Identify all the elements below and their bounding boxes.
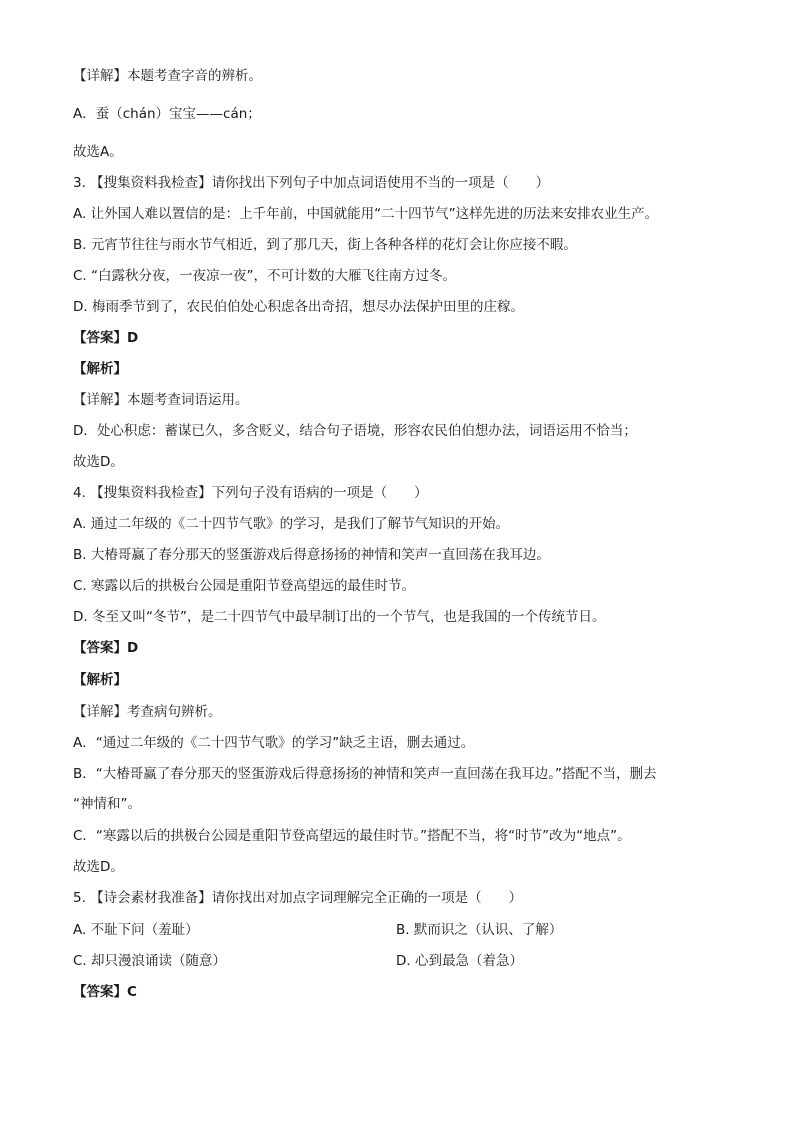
question-4: 4. 【搜集资料我检查】下列句子没有语病的一项是（ ）	[73, 485, 428, 501]
text-line: D．处心积虑：蓄谋已久，多含贬义，结合句子语境，形容农民伯伯想办法，词语运用不恰当；	[73, 423, 637, 439]
option-a: A. 不耻下问（羞耻）	[73, 922, 199, 938]
option-a: A. 让外国人难以置信的是：上千年前，中国就能用“二十四节气”这样先进的历法来安排农业生产。	[73, 206, 659, 222]
option-b: B. 元宵节往往与雨水节气相近，到了那几天，街上各种各样的花灯会让你应接不暇。	[73, 237, 577, 253]
option-c: C. “白露秋分夜，一夜凉一夜”，不可计数的大雁飞往南方过冬。	[73, 268, 456, 284]
text-line: 【详解】考查病句辨析。	[73, 704, 222, 720]
text-line: A．“通过二年级的《二十四节气歌》的学习”缺乏主语，删去通过。	[73, 735, 475, 751]
question-3: 3. 【搜集资料我检查】请你找出下列句子中加点词语使用不当的一项是（ ）	[73, 175, 550, 191]
answer-label: 【答案】C	[73, 984, 137, 1000]
text-line: 【详解】本题考查词语运用。	[73, 392, 249, 408]
answer-label: 【答案】D	[73, 640, 139, 656]
question-5: 5. 【诗会素材我准备】请你找出对加点字词理解完全正确的一项是（ ）	[73, 890, 523, 906]
text-line: 故选D。	[73, 859, 124, 875]
analysis-label: 【解析】	[73, 361, 127, 377]
text-line: 故选A。	[73, 144, 123, 160]
option-b: B. 大椿哥赢了春分那天的竖蛋游戏后得意扬扬的神情和笑声一直回荡在我耳边。	[73, 547, 550, 563]
text-line: “神情和”。	[73, 796, 141, 812]
option-d: D. 梅雨季节到了，农民伯伯处心积虑各出奇招，想尽办法保护田里的庄稼。	[73, 299, 524, 315]
option-a: A. 通过二年级的《二十四节气歌》的学习，是我们了解节气知识的开始。	[73, 516, 510, 532]
text-line: 故选D。	[73, 454, 124, 470]
text-line: A．蚕（chán）宝宝——cán；	[73, 106, 261, 122]
analysis-label: 【解析】	[73, 672, 127, 688]
text-line: 【详解】本题考查字音的辨析。	[73, 68, 262, 84]
text-line: B．“大椿哥赢了春分那天的竖蛋游戏后得意扬扬的神情和笑声一直回荡在我耳边。”搭配不当，删去	[73, 766, 657, 782]
option-c: C. 却只漫浪诵读（随意）	[73, 953, 227, 969]
option-d: D. 心到最急（着急）	[396, 953, 523, 969]
option-b: B. 默而识之（认识、了解）	[396, 922, 563, 938]
answer-label: 【答案】D	[73, 330, 139, 346]
option-c: C. 寒露以后的拱极台公园是重阳节登高望远的最佳时节。	[73, 578, 416, 594]
text-line: C．“寒露以后的拱极台公园是重阳节登高望远的最佳时节。”搭配不当，将“时节”改为“地点”。	[73, 828, 631, 844]
option-d: D. 冬至又叫“冬节”，是二十四节气中最早制订出的一个节气，也是我国的一个传统节日。	[73, 609, 606, 625]
